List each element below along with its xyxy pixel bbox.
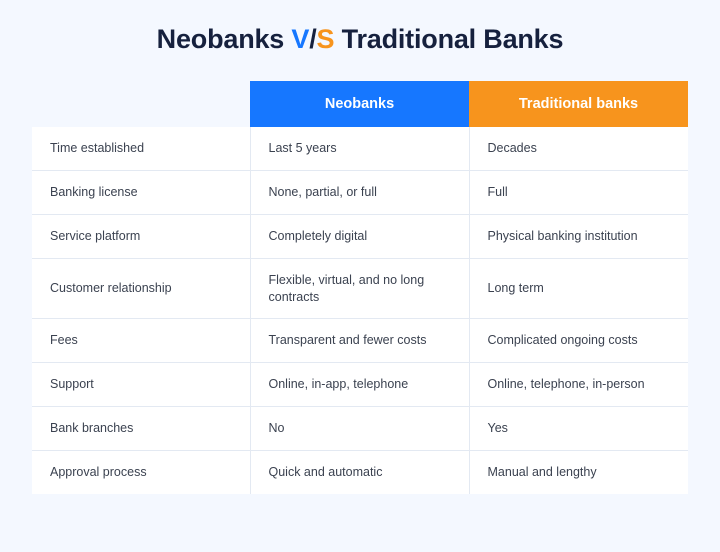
row-traditional-value: Decades [469,127,688,170]
row-label: Banking license [32,170,250,214]
header-label-column [32,81,250,127]
row-neobanks-value: Last 5 years [250,127,469,170]
row-label: Customer relationship [32,258,250,319]
title-part-2: Traditional Banks [334,24,564,54]
table-row [32,451,688,494]
table-row [32,363,688,407]
row-label: Support [32,363,250,407]
header-neobanks-label: Neobanks [250,81,469,127]
row-traditional-value: Long term [469,258,688,319]
row-label: Bank branches [32,407,250,451]
row-label: Approval process [32,451,250,494]
table-row [32,127,688,170]
row-neobanks-value: No [250,407,469,451]
row-label: Service platform [32,214,250,258]
title-vs-s: S [316,24,335,54]
row-neobanks-value: Flexible, virtual, and no long contracts [250,258,469,319]
table-header-row [32,81,688,127]
table-row [32,214,688,258]
title-vs-v: V [291,24,310,54]
table-row [32,407,688,451]
table-header [32,81,688,127]
row-traditional-value: Yes [469,407,688,451]
row-traditional-value: Physical banking institution [469,214,688,258]
title-vs-slash: / [309,24,317,54]
header-traditional [469,81,688,127]
title-part-1: Neobanks [156,24,292,54]
comparison-table [32,81,688,494]
row-neobanks-value: Quick and automatic [250,451,469,494]
table-row [32,319,688,363]
row-traditional-value: Full [469,170,688,214]
row-label: Time established [32,127,250,170]
row-traditional-value: Online, telephone, in-person [469,363,688,407]
row-neobanks-value: Transparent and fewer costs [250,319,469,363]
table-row [32,258,688,319]
comparison-table-wrapper [32,81,688,494]
row-traditional-value: Complicated ongoing costs [469,319,688,363]
header-neobanks [250,81,469,127]
row-neobanks-value: Completely digital [250,214,469,258]
header-traditional-label: Traditional banks [469,81,688,127]
table-row [32,170,688,214]
row-label: Fees [32,319,250,363]
table-body [32,127,688,494]
row-neobanks-value: Online, in-app, telephone [250,363,469,407]
row-traditional-value: Manual and lengthy [469,451,688,494]
page-title [0,0,720,55]
row-neobanks-value: None, partial, or full [250,170,469,214]
